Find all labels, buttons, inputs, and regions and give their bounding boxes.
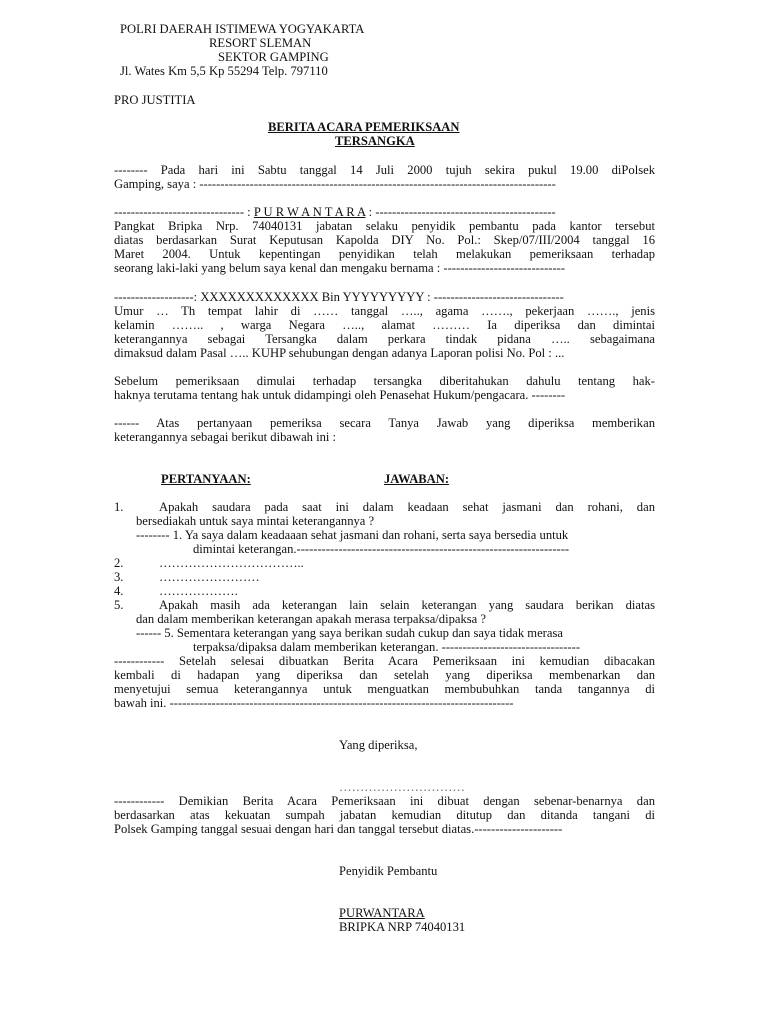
closing-1-line-2: kembali di hadapan yang diperiksa dan setelah yang diperiksa membenarkan dan xyxy=(114,668,655,682)
header-address: Jl. Wates Km 5,5 Kp 55294 Telp. 797110 xyxy=(120,64,328,78)
question-5-line-1: Apakah masih ada keterangan lain selain keterangan yang saudara berikan diatas xyxy=(159,598,655,612)
investigator-line-3: Maret 2004. Untuk kepentingan penyidikan telah melakukan pemeriksaan terhadap xyxy=(114,247,655,261)
closing-1-line-3: menyetujui semua keterangannya untuk menguatkan membubuhkan tanda tangannya di xyxy=(114,682,655,696)
dash-left: ------------------------------- : xyxy=(114,205,254,219)
suspect-line-3: keterangannya sebagai Tersangka dalam perkara tindak pidana ….. sebagaimana xyxy=(114,332,655,346)
header-sector: SEKTOR GAMPING xyxy=(218,50,329,64)
investigator-line-2: diatas berdasarkan Surat Keputusan Kapolda DIY No. Pol.: Skep/07/III/2004 tanggal 16 xyxy=(114,233,655,247)
question-header: PERTANYAAN: xyxy=(161,472,251,486)
investigator-line-1: Pangkat Bripka Nrp. 74040131 jabatan selaku penyidik pembantu pada kantor tersebut xyxy=(114,219,655,233)
answer-5-line-2: terpaksa/dipaksa dalam memberikan keterangan. --------------------------------- xyxy=(193,640,581,654)
qa-intro-line-1: ------ Atas pertanyaan pemeriksa secara Tanya Jawab yang diperiksa memberikan xyxy=(114,416,655,430)
suspect-line-4: dimaksud dalam Pasal ….. KUHP sehubungan dengan adanya Laporan polisi No. Pol : ... xyxy=(114,346,565,360)
rights-line-1: Sebelum pemeriksaan dimulai terhadap tersangka diberitahukan dahulu tentang hak- xyxy=(114,374,655,388)
closing-1-line-1: ------------ Setelah selesai dibuatkan Berita Acara Pemeriksaan ini kemudian dibacakan xyxy=(114,654,655,668)
closing-2-line-3: Polsek Gamping tanggal sesuai dengan hari dan tanggal tersebut diatas.--------------------- xyxy=(114,822,563,836)
question-5-line-2: dan dalam memberikan keterangan apakah merasa terpaksa/dipaksa ? xyxy=(136,612,487,626)
intro-line-2: Gamping, saya : ------------------------------------------------------------------------------------- xyxy=(114,177,556,191)
question-number-1: 1. xyxy=(114,500,124,514)
question-1-line-2: bersediakah untuk saya mintai keterangannya ? xyxy=(136,514,375,528)
answer-1-line-2: dimintai keterangan.----------------------------------------------------------------- xyxy=(193,542,570,556)
qa-intro-line-2: keterangannya sebagai berikut dibawah ini : xyxy=(114,430,337,444)
investigator-name: P U R W A N T A R A xyxy=(253,205,366,219)
question-4-dots: ………………. xyxy=(159,584,238,598)
question-number-4: 4. xyxy=(114,584,124,598)
answer-5-line-1: ------ 5. Sementara keterangan yang saya berikan sudah cukup dan saya tidak merasa xyxy=(136,626,563,640)
header-resort: RESORT SLEMAN xyxy=(209,36,312,50)
question-number-3: 3. xyxy=(114,570,124,584)
title-main: BERITA ACARA PEMERIKSAAN xyxy=(268,120,460,134)
question-2-dots: …………………………….. xyxy=(159,556,304,570)
question-number-5: 5. xyxy=(114,598,124,612)
dash-right: : ------------------------------------------- xyxy=(365,205,556,219)
question-number-2: 2. xyxy=(114,556,124,570)
answer-header: JAWABAN: xyxy=(384,472,450,486)
suspect-line-1: Umur … Th tempat lahir di …… tanggal ….., agama ……., pekerjaan ……., jenis xyxy=(114,304,655,318)
pro-justitia: PRO JUSTITIA xyxy=(114,93,196,107)
suspect-name-line: -------------------: XXXXXXXXXXXXX Bin YYYYYYYYY : ------------------------------- xyxy=(114,290,564,304)
signature-role: Penyidik Pembantu xyxy=(339,864,438,878)
suspect-line-2: kelamin …….. , warga Negara ….., alamat ……… Ia diperiksa dan dimintai xyxy=(114,318,655,332)
intro-line-1: -------- Pada hari ini Sabtu tanggal 14 Juli 2000 tujuh sekira pukul 19.00 diPolsek xyxy=(114,163,655,177)
investigator-line xyxy=(114,205,556,219)
closing-1-line-4: bawah ini. ---------------------------------------------------------------------------------- xyxy=(114,696,514,710)
closing-2-line-1: ------------ Demikian Berita Acara Pemeriksaan ini dibuat dengan sebenar-benarnya dan xyxy=(114,794,655,808)
signature-name: PURWANTARA xyxy=(339,906,425,920)
question-1-line-1: Apakah saudara pada saat ini dalam keadaan sehat jasmani dan rohani, dan xyxy=(159,500,655,514)
header-agency: POLRI DAERAH ISTIMEWA YOGYAKARTA xyxy=(120,22,365,36)
rights-line-2: haknya terutama tentang hak untuk didampingi oleh Penasehat Hukum/pengacara. -------- xyxy=(114,388,566,402)
investigator-line-4: seorang laki-laki yang belum saya kenal dan mengaku bernama : ----------------------------- xyxy=(114,261,566,275)
signature-rank: BRIPKA NRP 74040131 xyxy=(339,920,466,934)
closing-2-line-2: berdasarkan atas kekuatan sumpah jabatan kemudian ditutup dan ditanda tangani di xyxy=(114,808,655,822)
question-3-dots: …………………… xyxy=(159,570,260,584)
examined-label: Yang diperiksa, xyxy=(339,738,418,752)
title-sub: TERSANGKA xyxy=(335,134,415,148)
examined-signature-dots: ………………………… xyxy=(339,780,465,794)
answer-1-line-1: -------- 1. Ya saya dalam keadaaan sehat jasmani dan rohani, serta saya bersedia untuk xyxy=(136,528,569,542)
